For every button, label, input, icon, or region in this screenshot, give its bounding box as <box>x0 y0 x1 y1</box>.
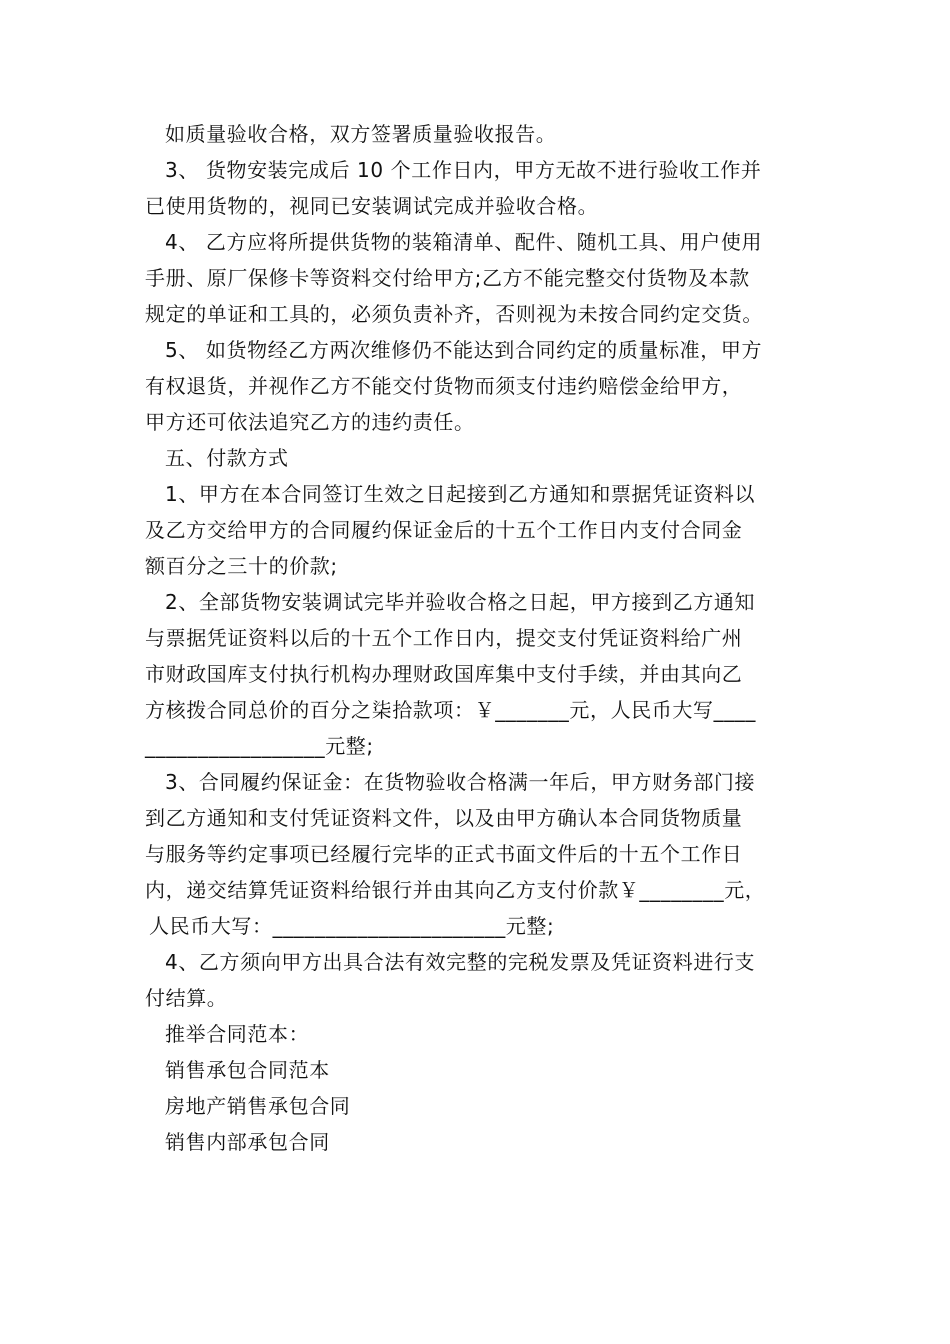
text-line: _________________元整; <box>145 734 374 758</box>
text-line: 及乙方交给甲方的合同履约保证金后的十五个工作日内支付合同金 <box>145 518 743 542</box>
text-line: 市财政国库支付执行机构办理财政国库集中支付手续，并由其向乙 <box>145 662 743 686</box>
text-line: 5、 如货物经乙方两次维修仍不能达到合同约定的质量标准，甲方 <box>165 338 763 362</box>
text-line: 如质量验收合格，双方签署质量验收报告。 <box>165 122 557 146</box>
text-line: 有权退货，并视作乙方不能交付货物而须支付违约赔偿金给甲方， <box>145 374 743 398</box>
text-line: 3、合同履约保证金：在货物验收合格满一年后，甲方财务部门接 <box>165 770 756 794</box>
text-line: 1、甲方在本合同签订生效之日起接到乙方通知和票据凭证资料以 <box>165 482 756 506</box>
text-line: 付结算。 <box>145 986 228 1010</box>
section-heading: 五、付款方式 <box>165 446 289 470</box>
text-line: 人民币大写：______________________元整; <box>149 914 555 938</box>
text-line: 与票据凭证资料以后的十五个工作日内，提交支付凭证资料给广州 <box>145 626 743 650</box>
recommended-link[interactable]: 销售内部承包合同 <box>165 1130 330 1154</box>
recommendation-heading: 推举合同范本： <box>165 1022 310 1046</box>
text-line: 方核拨合同总价的百分之柒拾款项：￥_______元，人民币大写____ <box>145 698 756 722</box>
text-line: 已使用货物的，视同已安装调试完成并验收合格。 <box>145 194 599 218</box>
text-line: 4、乙方须向甲方出具合法有效完整的完税发票及凭证资料进行支 <box>165 950 756 974</box>
text-line: 内，递交结算凭证资料给银行并由其向乙方支付价款￥________元， <box>145 878 766 902</box>
text-line: 到乙方通知和支付凭证资料文件，以及由甲方确认本合同货物质量 <box>145 806 743 830</box>
text-line: 2、全部货物安装调试完毕并验收合格之日起，甲方接到乙方通知 <box>165 590 756 614</box>
text-line: 甲方还可依法追究乙方的违约责任。 <box>145 410 475 434</box>
text-line: 手册、原厂保修卡等资料交付给甲方;乙方不能完整交付货物及本款 <box>145 266 750 290</box>
text-line: 4、 乙方应将所提供货物的装箱清单、配件、随机工具、用户使用 <box>165 230 763 254</box>
recommended-link[interactable]: 房地产销售承包合同 <box>165 1094 351 1118</box>
document-body <box>145 116 817 1160</box>
text-line: 与服务等约定事项已经履行完毕的正式书面文件后的十五个工作日 <box>145 842 743 866</box>
text-line: 3、 货物安装完成后 10 个工作日内，甲方无故不进行验收工作并 <box>165 158 762 182</box>
text-line: 规定的单证和工具的，必须负责补齐，否则视为未按合同约定交货。 <box>145 302 763 326</box>
recommended-link[interactable]: 销售承包合同范本 <box>165 1058 330 1082</box>
text-line: 额百分之三十的价款; <box>145 554 338 578</box>
